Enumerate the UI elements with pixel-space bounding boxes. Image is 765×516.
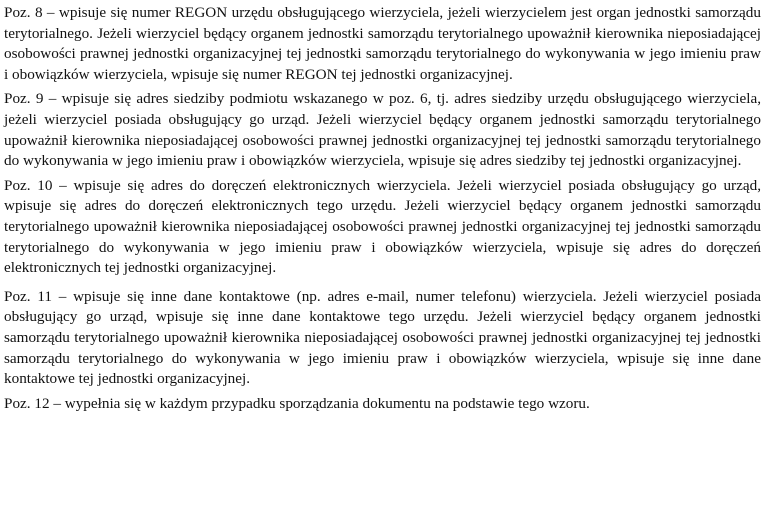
paragraph-poz-10: Poz. 10 – wpisuje się adres do doręczeń elektronicznych wierzyciela. Jeżeli wierzyciel posiada obsługujący go urząd, wpisuje się adres do doręczeń elektronicznych tego urzędu. Jeżeli wierzyciel będący organem jednostki samorządu terytorialnego upoważnił kierownika nieposiadającej osobowości prawnej jednostki organizacyjnej tej jednostki samorządu terytorialnego do wykonywania w jego imieniu praw i obowiązków wierzyciela, wpisuje się adres do doręczeń elektronicznych tej jednostki organizacyjnej. <box>4 176 761 277</box>
paragraph-poz-8: Poz. 8 – wpisuje się numer REGON urzędu obsługującego wierzyciela, jeżeli wierzycielem jest organ jednostki samorządu terytorialnego. Jeżeli wierzyciel będący organem jednostki samorządu terytorialnego upoważnił kierownika nieposiadającej osobowości prawnej jednostki organizacyjnej tej jednostki samorządu terytorialnego do wykonywania w jego imieniu praw i obowiązków wierzyciela, wpisuje się numer REGON tej jednostki organizacyjnej. <box>4 4 761 83</box>
paragraph-poz-11: Poz. 11 – wpisuje się inne dane kontaktowe (np. adres e-mail, numer telefonu) wierzyciela. Jeżeli wierzyciel posiada obsługujący go urząd, wpisuje się inne dane kontaktowe tego urzędu. Jeżeli wierzyciel będący organem jednostki samorządu terytorialnego upoważnił kierownika nieposiadającej osobowości prawnej jednostki organizacyjnej tej jednostki samorządu terytorialnego do wykonywania w jego imieniu praw i obowiązków wierzyciela, wpisuje się inne dane kontaktowe tej jednostki organizacyjnej. <box>4 287 761 388</box>
paragraph-poz-9: Poz. 9 – wpisuje się adres siedziby podmiotu wskazanego w poz. 6, tj. adres siedziby urzędu obsługującego wierzyciela, jeżeli wierzyciel posiada obsługujący go urząd. Jeżeli wierzyciel będący organem jednostki samorządu terytorialnego upoważnił kierownika nieposiadającej osobowości prawnej jednostki organizacyjnej tej jednostki samorządu terytorialnego do wykonywania w jego imieniu praw i obowiązków wierzyciela, wpisuje się adres siedziby tej jednostki organizacyjnej. <box>4 90 761 170</box>
document-body <box>4 3 761 418</box>
paragraph-poz-12: Poz. 12 – wypełnia się w każdym przypadku sporządzania dokumentu na podstawie tego wzoru. <box>4 394 590 412</box>
